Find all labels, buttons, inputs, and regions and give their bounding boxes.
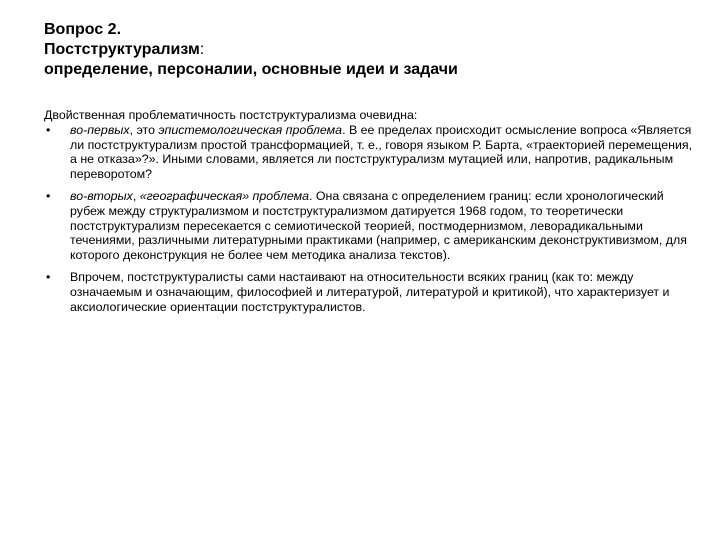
slide-title — [44, 20, 694, 80]
list-item — [44, 270, 694, 314]
title-topic-colon: : — [199, 41, 205, 58]
bullet-emphasis: «географическая» проблема — [139, 188, 309, 203]
bullet-text: , это — [129, 122, 159, 137]
intro-text: Двойственная проблематичность постструктурализма очевидна: — [44, 108, 418, 122]
title-line-topic — [44, 40, 694, 60]
title-topic-bold: Постструктурализм — [44, 41, 200, 58]
bullet-list — [44, 123, 694, 315]
bullet-text: , — [132, 188, 140, 203]
bullet-text: . В ее пределах происходит осмысление вопроса «Является ли постструктурализм простой трансформацией, т. е., говоря языком Р. Барта, «траекторией перемещения, а не отказа»?». Иными словами, является ли постструктурализм мутацией или, напротив, радикальным переворотом? — [70, 122, 693, 182]
title-line-subtitle: определение, персоналии, основные идеи и задачи — [44, 61, 458, 78]
bullet-text: . Она связана с определением границ: если хронологический рубеж между структурализмом и постструктурализмом датируется 1968 годом, то теоретически постструктурализм пересекается с семиотической теорией, постмодернизмом, леворадикальными течениями, различными литературными практиками (например, с американским деконструктивизмом, для которого деконструкция не более чем методика анализа текстов). — [70, 188, 687, 263]
title-line-question: Вопрос 2. — [44, 21, 122, 38]
bullet-marker: • — [46, 269, 51, 284]
bullet-marker: • — [46, 122, 51, 137]
bullet-lead: во-первых — [70, 122, 130, 137]
list-item — [44, 189, 694, 263]
bullet-marker: • — [46, 188, 51, 203]
slide-body — [44, 108, 694, 314]
bullet-emphasis: эпистемологическая проблема — [158, 122, 343, 137]
bullet-text: Впрочем, постструктуралисты сами настаивают на относительности всяких границ (как то: между означаемым и означающим, философией и литературой, литературой и критикой), что характеризует и аксиологические ориентации постструктуралистов. — [70, 269, 670, 314]
list-item — [44, 123, 694, 182]
slide — [44, 20, 694, 321]
bullet-lead: во-вторых — [70, 188, 133, 203]
